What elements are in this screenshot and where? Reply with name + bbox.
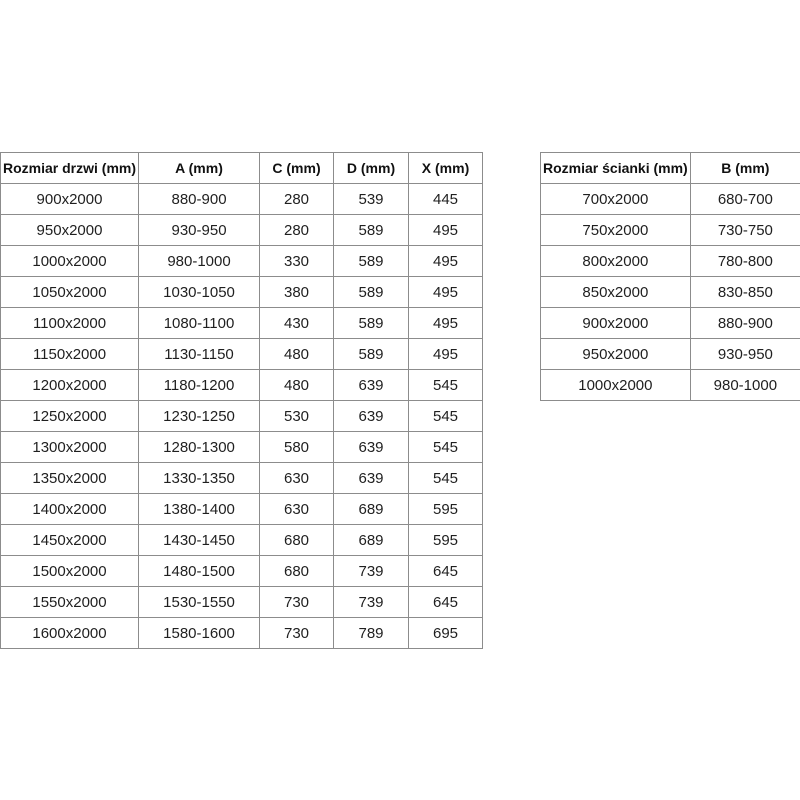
table-cell: 430 xyxy=(260,308,334,339)
table-cell: 330 xyxy=(260,246,334,277)
wall-sizes-table-body xyxy=(541,184,800,401)
table-cell: 700x2000 xyxy=(541,184,691,215)
table-cell: 930-950 xyxy=(139,215,260,246)
table-cell: 1230-1250 xyxy=(139,401,260,432)
table-cell: 739 xyxy=(334,556,409,587)
table-cell: 730-750 xyxy=(690,215,800,246)
table-cell: 730 xyxy=(260,587,334,618)
column-header: C (mm) xyxy=(260,153,334,184)
column-header: Rozmiar drzwi (mm) xyxy=(1,153,139,184)
door-sizes-table-body xyxy=(1,184,483,649)
table-cell: 589 xyxy=(334,215,409,246)
table-row xyxy=(1,618,483,649)
table-cell: 480 xyxy=(260,370,334,401)
table-cell: 280 xyxy=(260,184,334,215)
table-cell: 1250x2000 xyxy=(1,401,139,432)
table-cell: 1400x2000 xyxy=(1,494,139,525)
table-cell: 495 xyxy=(409,308,483,339)
table-cell: 1530-1550 xyxy=(139,587,260,618)
table-row xyxy=(1,308,483,339)
table-cell: 630 xyxy=(260,494,334,525)
table-cell: 595 xyxy=(409,525,483,556)
table-cell: 1000x2000 xyxy=(541,370,691,401)
table-cell: 595 xyxy=(409,494,483,525)
table-cell: 1280-1300 xyxy=(139,432,260,463)
table-cell: 589 xyxy=(334,277,409,308)
table-cell: 589 xyxy=(334,339,409,370)
table-row xyxy=(541,215,800,246)
table-cell: 695 xyxy=(409,618,483,649)
table-row xyxy=(1,494,483,525)
table-cell: 1000x2000 xyxy=(1,246,139,277)
table-row xyxy=(1,246,483,277)
column-header: X (mm) xyxy=(409,153,483,184)
table-cell: 750x2000 xyxy=(541,215,691,246)
table-row xyxy=(1,215,483,246)
table-cell: 495 xyxy=(409,215,483,246)
table-cell: 800x2000 xyxy=(541,246,691,277)
table-cell: 639 xyxy=(334,370,409,401)
table-cell: 1330-1350 xyxy=(139,463,260,494)
table-cell: 689 xyxy=(334,525,409,556)
table-cell: 680-700 xyxy=(690,184,800,215)
table-row xyxy=(541,246,800,277)
table-cell: 730 xyxy=(260,618,334,649)
table-cell: 545 xyxy=(409,463,483,494)
table-cell: 680 xyxy=(260,556,334,587)
table-cell: 495 xyxy=(409,339,483,370)
table-row xyxy=(1,525,483,556)
table-cell: 630 xyxy=(260,463,334,494)
table-row xyxy=(1,463,483,494)
table-cell: 645 xyxy=(409,556,483,587)
table-row xyxy=(541,184,800,215)
table-cell: 950x2000 xyxy=(1,215,139,246)
table-cell: 645 xyxy=(409,587,483,618)
table-cell: 580 xyxy=(260,432,334,463)
table-row xyxy=(1,401,483,432)
table-cell: 1450x2000 xyxy=(1,525,139,556)
table-cell: 1600x2000 xyxy=(1,618,139,649)
table-row xyxy=(1,339,483,370)
table-cell: 495 xyxy=(409,246,483,277)
table-cell: 539 xyxy=(334,184,409,215)
table-cell: 1150x2000 xyxy=(1,339,139,370)
table-cell: 689 xyxy=(334,494,409,525)
table-cell: 680 xyxy=(260,525,334,556)
table-cell: 789 xyxy=(334,618,409,649)
table-row xyxy=(541,308,800,339)
table-cell: 830-850 xyxy=(690,277,800,308)
table-cell: 880-900 xyxy=(139,184,260,215)
table-row xyxy=(1,184,483,215)
table-cell: 1180-1200 xyxy=(139,370,260,401)
table-cell: 639 xyxy=(334,401,409,432)
wall-sizes-table xyxy=(540,152,800,401)
table-cell: 530 xyxy=(260,401,334,432)
table-row xyxy=(1,277,483,308)
table-row xyxy=(1,370,483,401)
table-cell: 780-800 xyxy=(690,246,800,277)
table-cell: 545 xyxy=(409,401,483,432)
table-row xyxy=(541,277,800,308)
table-cell: 280 xyxy=(260,215,334,246)
table-cell: 1050x2000 xyxy=(1,277,139,308)
table-cell: 639 xyxy=(334,432,409,463)
header-row xyxy=(541,153,800,184)
table-cell: 1200x2000 xyxy=(1,370,139,401)
table-cell: 930-950 xyxy=(690,339,800,370)
table-cell: 980-1000 xyxy=(139,246,260,277)
door-sizes-table-header xyxy=(1,153,483,184)
table-cell: 739 xyxy=(334,587,409,618)
column-header: Rozmiar ścianki (mm) xyxy=(541,153,691,184)
door-sizes-table xyxy=(0,152,483,649)
table-cell: 850x2000 xyxy=(541,277,691,308)
table-cell: 1100x2000 xyxy=(1,308,139,339)
table-cell: 495 xyxy=(409,277,483,308)
table-cell: 1580-1600 xyxy=(139,618,260,649)
column-header: D (mm) xyxy=(334,153,409,184)
table-cell: 1030-1050 xyxy=(139,277,260,308)
table-cell: 1350x2000 xyxy=(1,463,139,494)
table-row xyxy=(541,370,800,401)
table-cell: 380 xyxy=(260,277,334,308)
table-cell: 589 xyxy=(334,246,409,277)
table-row xyxy=(1,587,483,618)
table-cell: 900x2000 xyxy=(541,308,691,339)
table-cell: 980-1000 xyxy=(690,370,800,401)
table-row xyxy=(541,339,800,370)
table-cell: 1550x2000 xyxy=(1,587,139,618)
table-cell: 445 xyxy=(409,184,483,215)
table-row xyxy=(1,432,483,463)
table-cell: 1480-1500 xyxy=(139,556,260,587)
column-header: B (mm) xyxy=(690,153,800,184)
table-cell: 1380-1400 xyxy=(139,494,260,525)
table-cell: 1500x2000 xyxy=(1,556,139,587)
table-cell: 545 xyxy=(409,432,483,463)
header-row xyxy=(1,153,483,184)
wall-sizes-table-header xyxy=(541,153,800,184)
table-row xyxy=(1,556,483,587)
table-cell: 900x2000 xyxy=(1,184,139,215)
table-cell: 1430-1450 xyxy=(139,525,260,556)
table-cell: 639 xyxy=(334,463,409,494)
table-cell: 880-900 xyxy=(690,308,800,339)
table-cell: 1130-1150 xyxy=(139,339,260,370)
table-cell: 589 xyxy=(334,308,409,339)
table-cell: 1300x2000 xyxy=(1,432,139,463)
column-header: A (mm) xyxy=(139,153,260,184)
table-cell: 480 xyxy=(260,339,334,370)
table-cell: 950x2000 xyxy=(541,339,691,370)
table-cell: 545 xyxy=(409,370,483,401)
table-cell: 1080-1100 xyxy=(139,308,260,339)
